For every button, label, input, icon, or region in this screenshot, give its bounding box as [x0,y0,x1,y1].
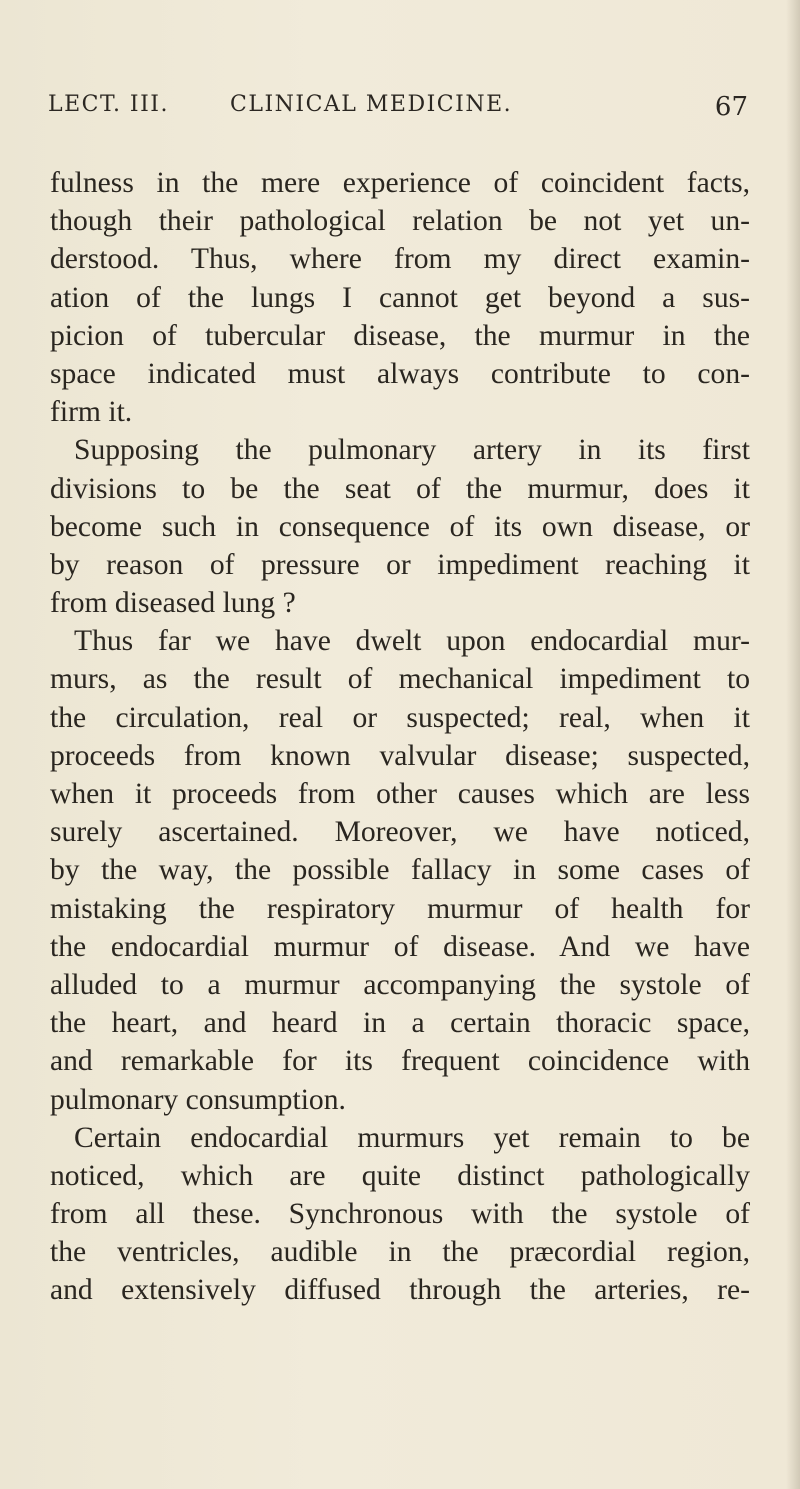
running-header [48,92,748,128]
text-line: the circulation, real or suspected; real, when it [50,701,750,734]
text-line: space indicated must always contribute to con- [50,357,750,390]
text-line: by reason of pressure or impediment reaching it [50,548,750,581]
text-line: noticed, which are quite distinct pathologically [50,1159,750,1192]
text-line: firm it. [50,396,133,429]
text-line: though their pathological relation be not yet un- [50,205,750,238]
text-line: become such in consequence of its own disease, or [50,510,750,543]
text-line: derstood. Thus, where from my direct examin- [50,243,750,276]
text-line: surely ascertained. Moreover, we have noticed, [50,816,750,849]
text-line: Thus far we have dwelt upon endocardial mur- [74,625,750,658]
text-line: murs, as the result of mechanical impediment to [50,663,750,696]
text-line: the endocardial murmur of disease. And we have [50,930,750,963]
text-line: alluded to a murmur accompanying the systole of [50,968,750,1001]
text-line: picion of tubercular disease, the murmur in the [50,319,750,352]
page-edge-shadow [786,0,800,1489]
text-line: the heart, and heard in a certain thoracic space, [50,1007,750,1040]
text-line: Supposing the pulmonary artery in its first [74,434,750,467]
text-line: the ventricles, audible in the præcordial region, [50,1236,750,1269]
text-line: from diseased lung ? [50,587,296,620]
text-line: proceeds from known valvular disease; suspected, [50,739,750,772]
header-title: CLINICAL MEDICINE. [230,92,513,117]
text-line: mistaking the respiratory murmur of health for [50,892,750,925]
page-number: 67 [714,92,748,122]
header-lecture: LECT. III. [48,92,169,117]
text-line: divisions to be the seat of the murmur, does it [50,472,750,505]
text-line: ation of the lungs I cannot get beyond a sus- [50,281,750,314]
text-line: and remarkable for its frequent coincidence with [50,1045,750,1078]
text-line: pulmonary consumption. [50,1083,346,1116]
text-line: fulness in the mere experience of coincident facts, [50,167,750,199]
text-line: when it proceeds from other causes which are less [50,778,750,810]
text-line: by the way, the possible fallacy in some cases of [50,854,750,887]
text-line: Certain endocardial murmurs yet remain to be [74,1121,750,1154]
body-text [50,164,750,1310]
text-line: and extensively diffused through the arteries, re- [50,1274,750,1307]
text-line: from all these. Synchronous with the systole of [50,1198,750,1231]
